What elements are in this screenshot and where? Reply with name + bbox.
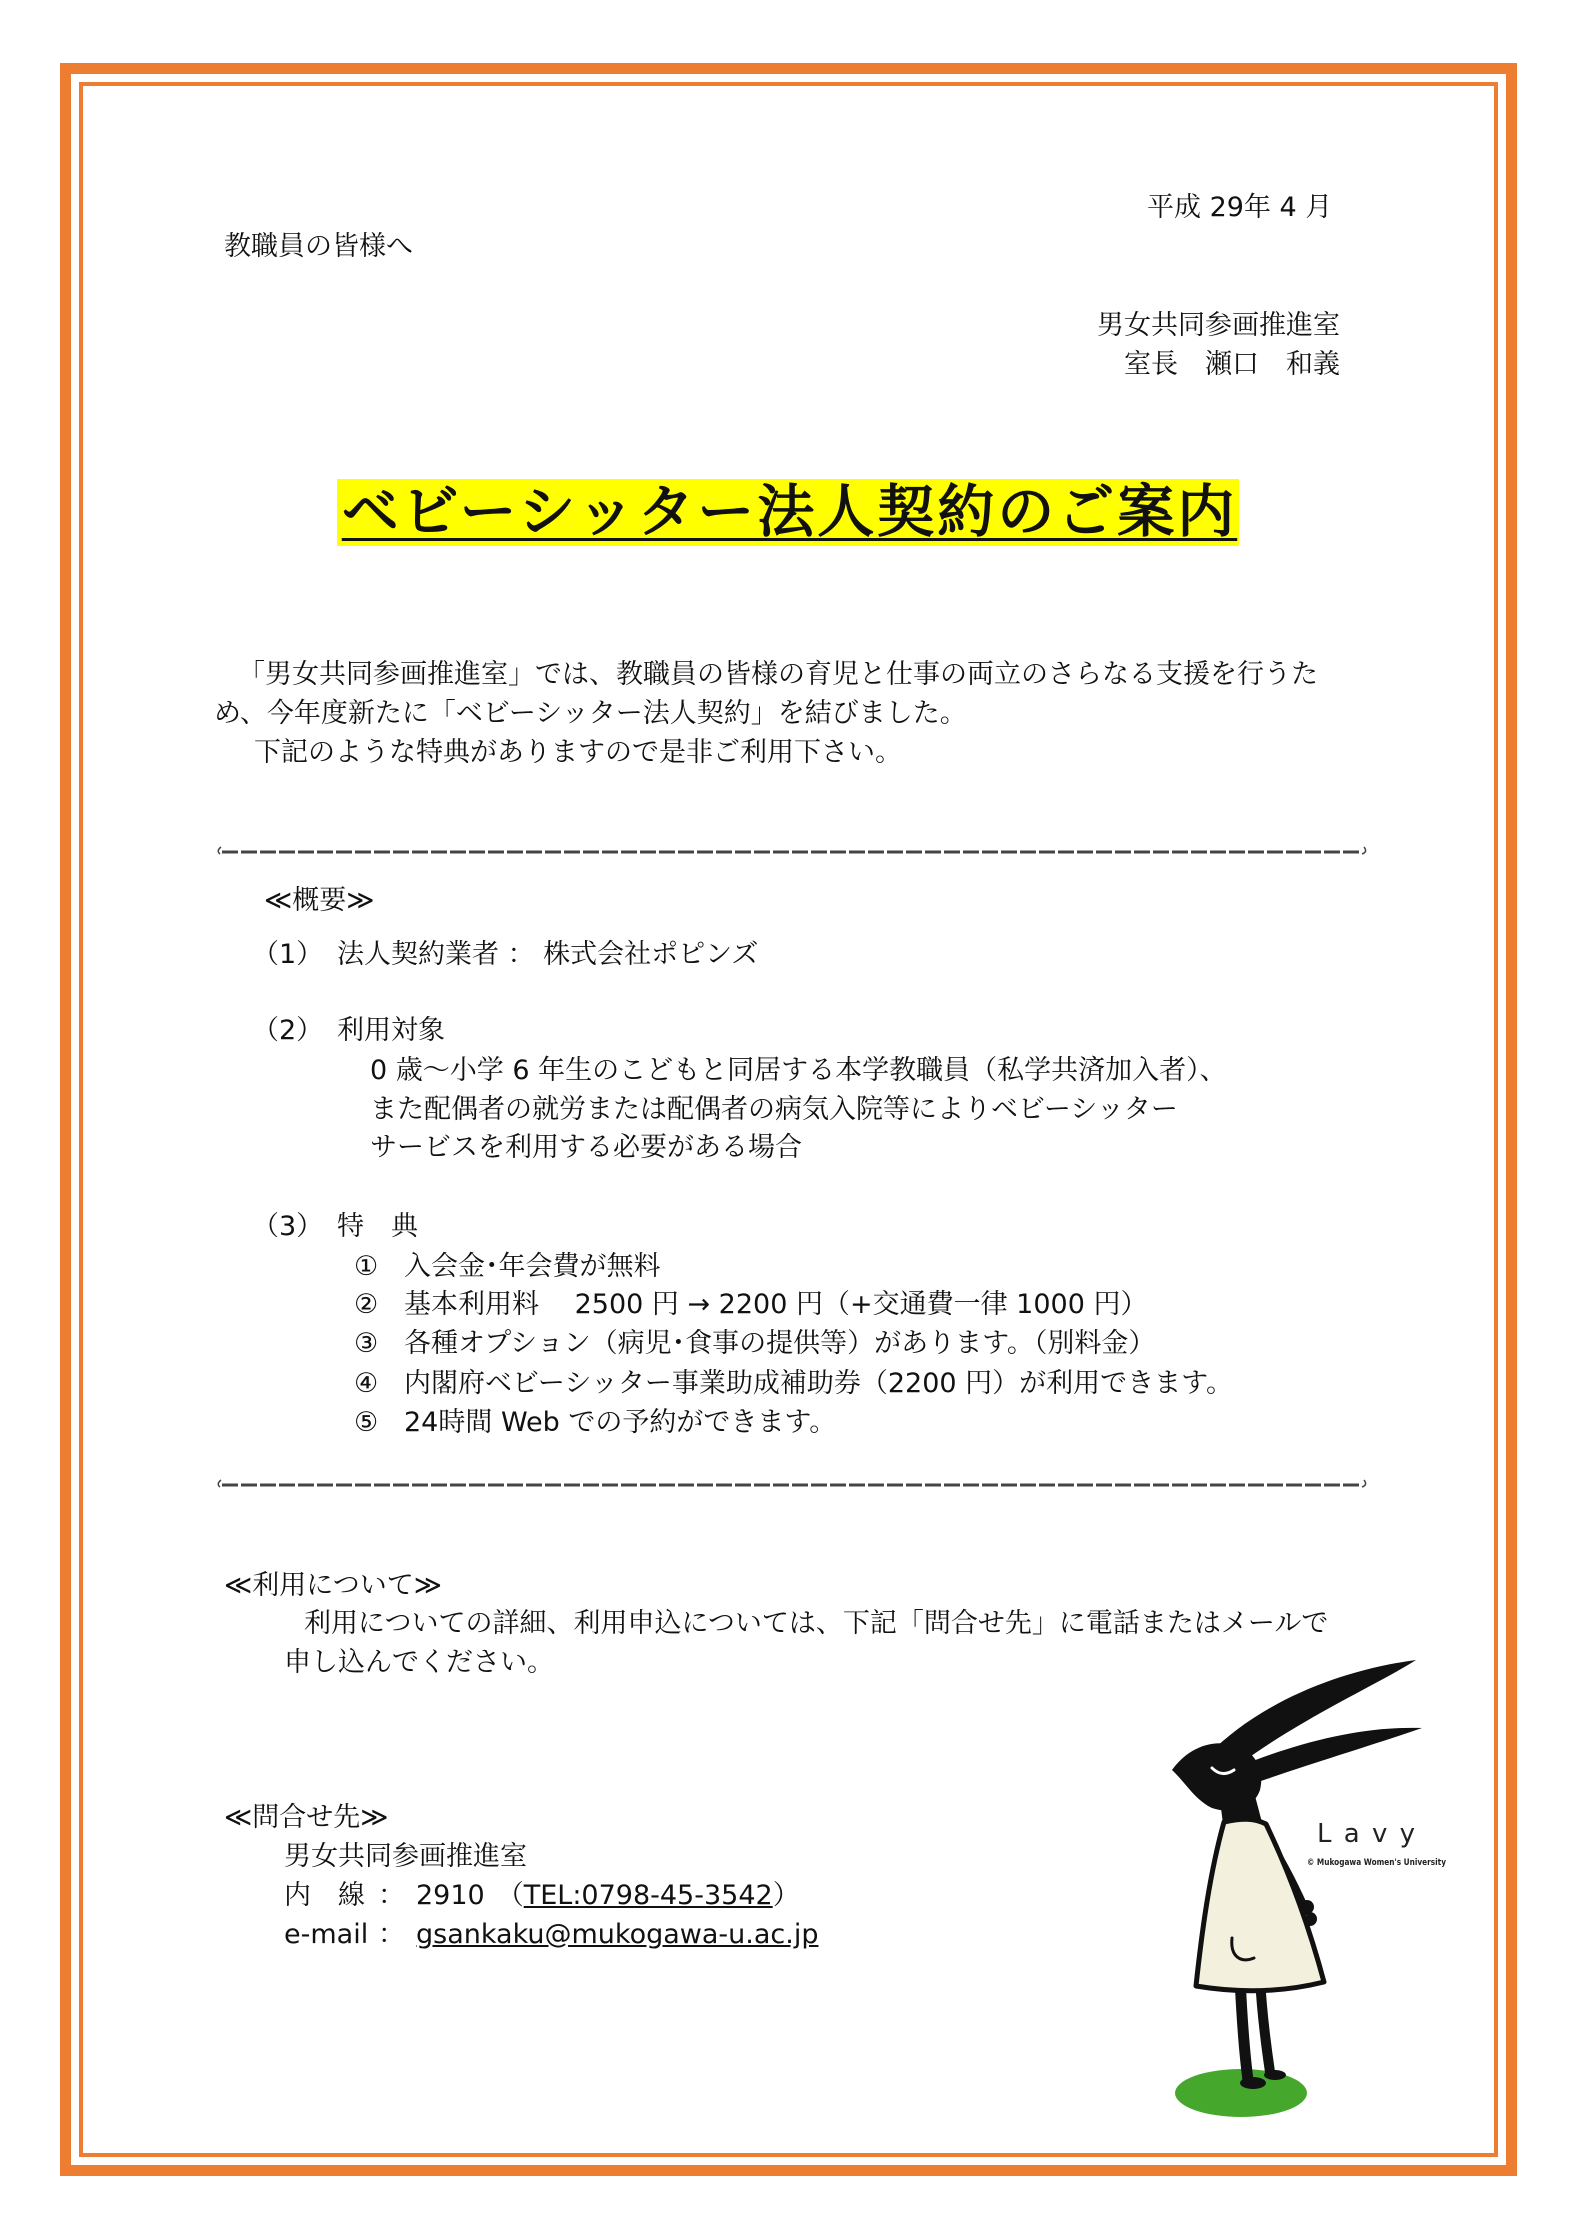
extension-label: 内 線 (284, 1880, 365, 1911)
extension-number: 2910 (416, 1880, 485, 1911)
sender-office: 男女共同参画推進室 (1097, 310, 1340, 341)
overview-item-number: （1） (252, 939, 324, 970)
rabbit-leg-left (1240, 1978, 1248, 2080)
benefit-text: 内閣府ベビーシッター事業助成補助券（2200 円）が利用できます。 (404, 1368, 1233, 1399)
benefit-text: 各種オプション（病児･食事の提供等）があります。（別料金） (404, 1328, 1156, 1359)
email-link[interactable]: gsankaku@mukogawa-u.ac.jp (416, 1919, 819, 1950)
issue-date: 平成 29年 4 月 (1147, 192, 1333, 223)
email-row (416, 1915, 818, 1954)
overview-item-label: 特 典 (337, 1211, 418, 1242)
intro-line: 下記のような特典がありますので是非ご利用下さい。 (254, 737, 902, 768)
benefit-number: ④ (354, 1368, 379, 1399)
usage-line: 利用についての詳細、利用申込については、下記「問合せ先」に電話またはメールで (304, 1608, 1329, 1639)
benefit-number: ① (354, 1251, 379, 1282)
contact-heading: ≪問合せ先≫ (224, 1802, 389, 1833)
tel-link[interactable]: TEL:0798-45-3542 (523, 1880, 773, 1911)
tel-paren-close: ） (772, 1880, 800, 1911)
eligibility-line: サービスを利用する必要がある場合 (370, 1132, 802, 1163)
rabbit-head (1172, 1743, 1261, 1810)
email-separator: ： (378, 1919, 405, 1950)
email-label: e-mail (284, 1919, 369, 1950)
eligibility-line: 0 歳～小学 6 年生のこどもと同居する本学教職員（私学共済加入者）、 (370, 1055, 1227, 1086)
benefit-text: 基本利用料 2500 円 → 2200 円（+交通費一律 1000 円） (404, 1289, 1148, 1320)
benefit-number: ⑤ (354, 1407, 379, 1438)
intro-line: め、今年度新たに「ベビーシッター法人契約」を結びました。 (214, 698, 967, 729)
overview-item-number: （3） (252, 1211, 324, 1242)
extension-row (416, 1876, 800, 1915)
ground-shadow (1175, 2069, 1307, 2117)
section-divider (214, 1478, 1370, 1492)
benefit-text: 24時間 Web での予約ができます。 (404, 1407, 837, 1438)
rabbit-foot-left (1240, 2077, 1266, 2089)
benefit-text: 入会金･年会費が無料 (404, 1251, 661, 1282)
title-block (0, 479, 1576, 546)
rabbit-foot-right (1264, 2070, 1286, 2080)
sender-name: 室長 瀬口 和義 (1124, 349, 1340, 380)
mascot-name: Lavy (1317, 1819, 1415, 1849)
document-title: ベビーシッター法人契約のご案内 (337, 479, 1239, 546)
usage-heading: ≪利用について≫ (224, 1570, 442, 1601)
mascot-copyright: © Mukogawa Women's University (1307, 1858, 1447, 1868)
benefit-number: ② (354, 1289, 379, 1320)
intro-line: 「男女共同参画推進室」では、教職員の皆様の育児と仕事の両立のさらなる支援を行うた (238, 659, 1318, 690)
overview-item-label: 利用対象 (337, 1015, 445, 1046)
section-divider (214, 845, 1370, 859)
addressee: 教職員の皆様へ (224, 231, 413, 262)
overview-heading: ≪概要≫ (264, 885, 375, 916)
overview-item-label: 法人契約業者 ： 株式会社ポピンズ (337, 939, 759, 970)
eligibility-line: また配偶者の就労または配偶者の病気入院等によりベビーシッター (370, 1094, 1178, 1125)
extension-separator: ： (378, 1880, 405, 1911)
contact-office: 男女共同参画推進室 (284, 1841, 527, 1872)
rabbit-mascot-icon (1150, 1640, 1470, 2140)
overview-item-number: （2） (252, 1015, 324, 1046)
tel-paren-open: （ (496, 1880, 524, 1911)
benefit-number: ③ (354, 1328, 379, 1359)
usage-line: 申し込んでください。 (284, 1647, 554, 1678)
